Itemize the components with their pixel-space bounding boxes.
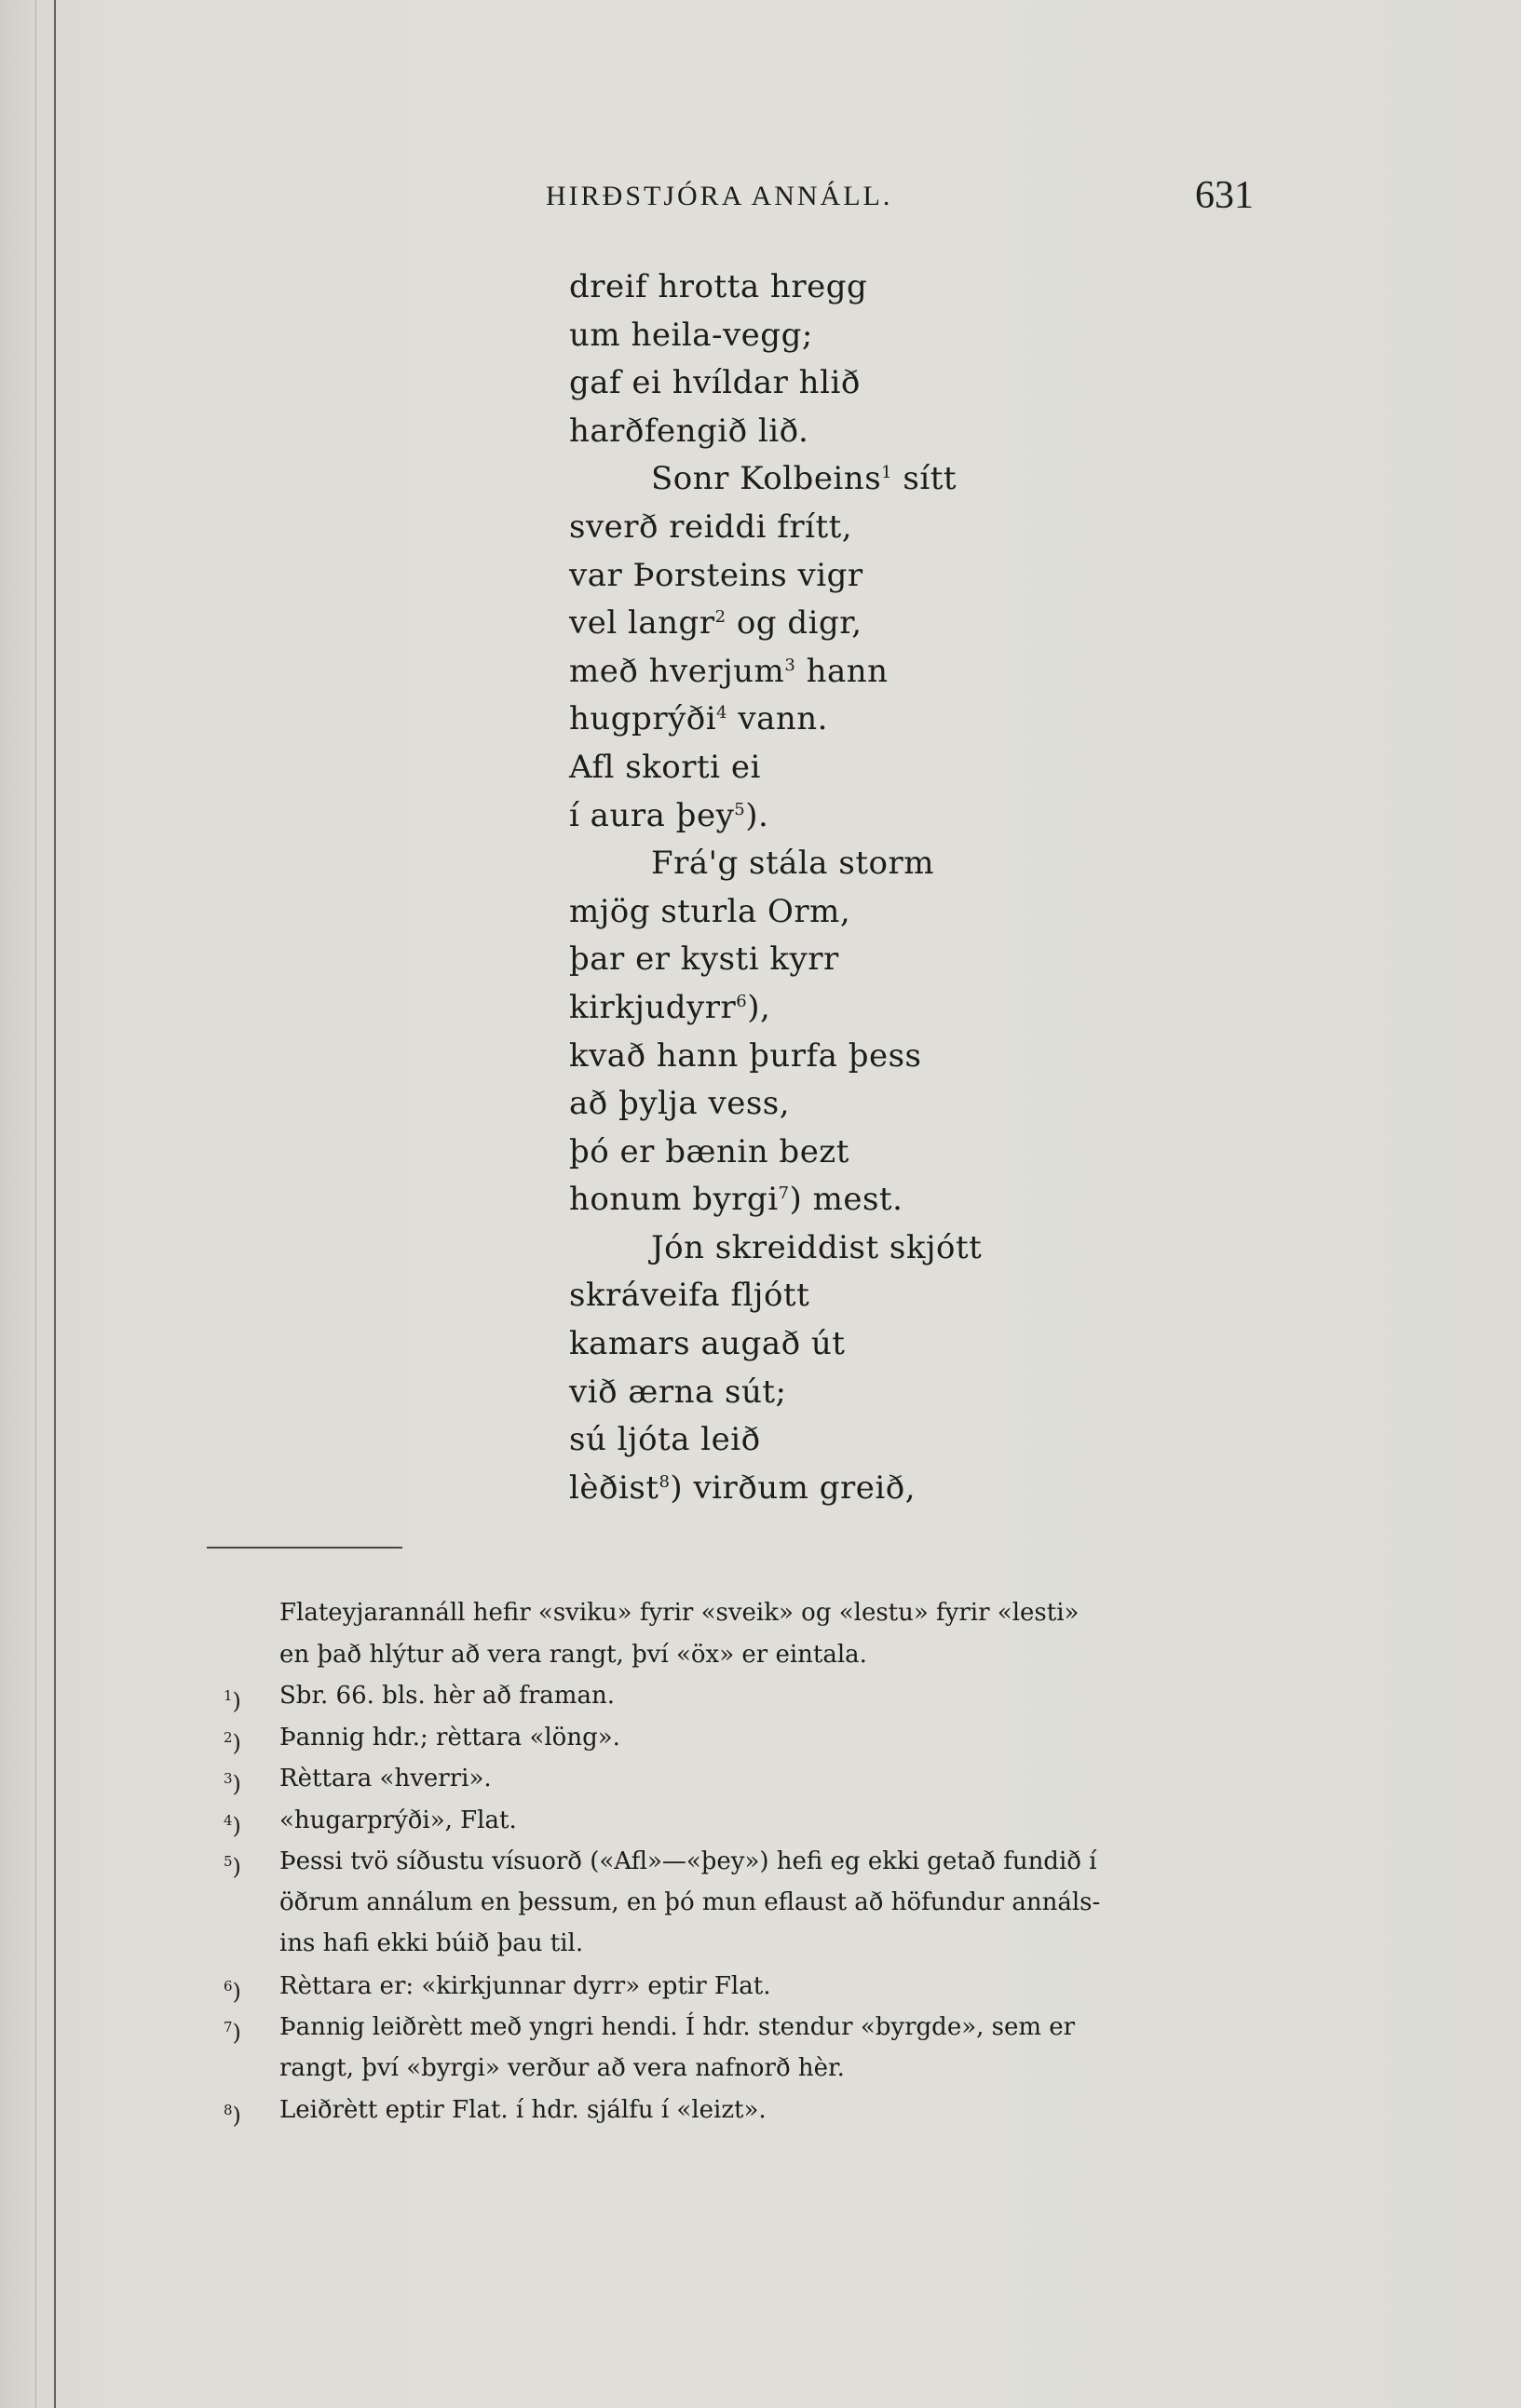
verse-text: að þylja vess, — [569, 1085, 791, 1123]
footnote-marker-number: 4 — [224, 1811, 233, 1829]
footnote-text-line: Rèttara «hverri». — [279, 1765, 492, 1792]
footnote-item — [224, 1758, 1295, 1799]
verse-text-after: vann. — [727, 700, 828, 738]
verse-text-after: hann — [795, 652, 889, 690]
poem-verse — [569, 264, 982, 1512]
footnote-item — [224, 1966, 1295, 2007]
footnote-marker-number: 7 — [224, 2019, 233, 2036]
verse-text: um heila-vegg; — [569, 316, 813, 354]
verse-text: lèðist — [569, 1468, 659, 1507]
footnote-reference: 7 — [778, 1184, 790, 1204]
footnote-text-line: Þessi tvö síðustu vísuorð («Afl»—«þey») hefi eg ekki getað fundið í — [279, 1847, 1097, 1875]
footnote-reference: 6 — [736, 991, 748, 1011]
footnote-text-line: Þannig hdr.; rèttara «löng». — [279, 1723, 620, 1752]
verse-text: sverð reiddi frítt, — [569, 507, 853, 546]
verse-text-after: ) virðum greið, — [670, 1468, 917, 1507]
verse-line — [569, 1224, 982, 1273]
footnote-marker: $^8$) — [224, 2102, 241, 2129]
footnote-text-line: rangt, því «byrgi» verður að vera nafnorð hèr. — [279, 2054, 845, 2082]
verse-line — [569, 264, 982, 312]
footnote-marker: $^5$) — [224, 1853, 241, 1880]
running-header — [546, 174, 1254, 223]
footnote-marker: $^3$) — [224, 1770, 241, 1797]
verse-text-after: og digr, — [726, 604, 862, 643]
verse-line — [569, 504, 982, 552]
verse-text: var Þorsteins vigr — [569, 556, 863, 594]
verse-text-after: ). — [745, 796, 769, 834]
verse-line — [569, 312, 982, 360]
verse-text: mjög sturla Orm, — [569, 892, 851, 930]
footnote-intro-line: en það hlýtur að vera rangt, því «öx» er eintala. — [279, 1640, 867, 1669]
page-edge-shadow — [35, 0, 36, 2408]
footnote-reference: 8 — [659, 1471, 671, 1492]
verse-line — [569, 1033, 982, 1081]
verse-text: Afl skorti ei — [569, 748, 761, 786]
verse-text: kvað hann þurfa þess — [569, 1036, 922, 1075]
footnote-reference: 5 — [734, 799, 746, 819]
verse-text: harðfengið lið. — [569, 412, 809, 450]
verse-line — [569, 1272, 982, 1320]
verse-line — [569, 648, 982, 697]
footnote-marker-number: 6 — [224, 1977, 233, 1995]
verse-text: Sonr Kolbeins — [651, 460, 882, 498]
verse-text-after: ) mest. — [789, 1181, 903, 1219]
verse-text-after: sítt — [892, 460, 957, 498]
verse-line — [569, 1465, 982, 1513]
verse-text: Jón skreiddist skjótt — [651, 1228, 983, 1266]
verse-line — [569, 1176, 982, 1224]
footnote-marker-number: 3 — [224, 1770, 233, 1787]
verse-text: sú ljóta leið — [569, 1421, 761, 1459]
footnote-marker: $^7$) — [224, 2019, 241, 2046]
verse-line — [569, 888, 982, 937]
footnote-text-line: Rèttara er: «kirkjunnar dyrr» eptir Flat. — [279, 1971, 771, 2000]
footnote-item — [224, 1675, 1295, 1716]
footnote-marker: $^6$) — [224, 1977, 241, 2005]
verse-line — [569, 1369, 982, 1417]
verse-text-after: ), — [747, 988, 771, 1026]
verse-text: gaf ei hvíldar hlið — [569, 364, 861, 402]
verse-text: þar er kysti kyrr — [569, 940, 839, 979]
footnote-text-line: öðrum annálum en þessum, en þó mun eflaust að höfundur annáls- — [279, 1888, 1101, 1916]
verse-text: með hverjum — [569, 652, 785, 690]
verse-line — [569, 552, 982, 601]
verse-line — [569, 1320, 982, 1369]
footnote-text-line: Þannig leiðrètt með yngri hendi. Í hdr. stendur «byrgde», sem er — [279, 2013, 1076, 2041]
footnote-reference: 1 — [881, 463, 893, 483]
verse-line — [569, 696, 982, 744]
verse-text: þó er bænin bezt — [569, 1132, 849, 1170]
footnote-item — [224, 1717, 1295, 1758]
footnote-reference: 3 — [784, 655, 796, 675]
footnote-marker-number: 8 — [224, 2102, 233, 2118]
verse-line — [569, 984, 982, 1033]
footnote-text-line: Leiðrètt eptir Flat. í hdr. sjálfu í «leizt». — [279, 2096, 767, 2124]
footnote-marker: $^2$) — [224, 1728, 241, 1756]
footnote-item — [224, 1800, 1295, 1841]
verse-line — [569, 936, 982, 984]
verse-text: honum byrgi — [569, 1181, 779, 1219]
footnote-text-line: ins hafi ekki búið þau til. — [279, 1929, 584, 1957]
verse-line — [569, 1129, 982, 1177]
footnote-reference: 2 — [714, 607, 727, 628]
verse-text: Frá'g stála storm — [651, 845, 934, 883]
verse-line — [569, 792, 982, 841]
verse-text: dreif hrotta hregg — [569, 268, 868, 305]
running-title: HIRÐSTJÓRA ANNÁLL. — [546, 181, 893, 211]
footnote-intro-line: Flateyjarannáll hefir «sviku» fyrir «sveik» og «lestu» fyrir «lesti» — [279, 1599, 1080, 1627]
verse-text: í aura þey — [569, 796, 735, 834]
verse-line — [569, 408, 982, 456]
footnote-reference: 4 — [716, 703, 728, 724]
verse-text: vel langr — [569, 604, 715, 643]
footnote-item — [224, 2007, 1295, 2089]
footnote-item — [224, 2090, 1295, 2131]
binding-edge-line — [54, 0, 56, 2408]
verse-text: kirkjudyrr — [569, 988, 737, 1026]
footnote-text-line: Sbr. 66. bls. hèr að framan. — [279, 1682, 615, 1710]
footnote-item — [224, 1841, 1295, 1964]
footnote-marker-number: 5 — [224, 1853, 233, 1870]
verse-line — [569, 1416, 982, 1465]
footnote-marker-number: 2 — [224, 1728, 233, 1746]
footnote-marker: $^1$) — [224, 1687, 241, 1714]
verse-text: kamars augað út — [569, 1325, 846, 1363]
verse-text: hugprýði — [569, 700, 717, 738]
footnote-separator — [207, 1547, 402, 1549]
page-number: 631 — [1195, 174, 1254, 217]
verse-line — [569, 359, 982, 408]
verse-line — [569, 455, 982, 504]
verse-line — [569, 600, 982, 648]
verse-text: við ærna sút; — [569, 1373, 787, 1411]
footnote-text-line: «hugarprýði», Flat. — [279, 1806, 517, 1834]
verse-line — [569, 840, 982, 888]
footnote-marker: $^4$) — [224, 1811, 241, 1839]
footnote-marker-number: 1 — [224, 1687, 233, 1704]
verse-line — [569, 744, 982, 792]
verse-line — [569, 1080, 982, 1129]
verse-text: skráveifa fljótt — [569, 1277, 810, 1315]
